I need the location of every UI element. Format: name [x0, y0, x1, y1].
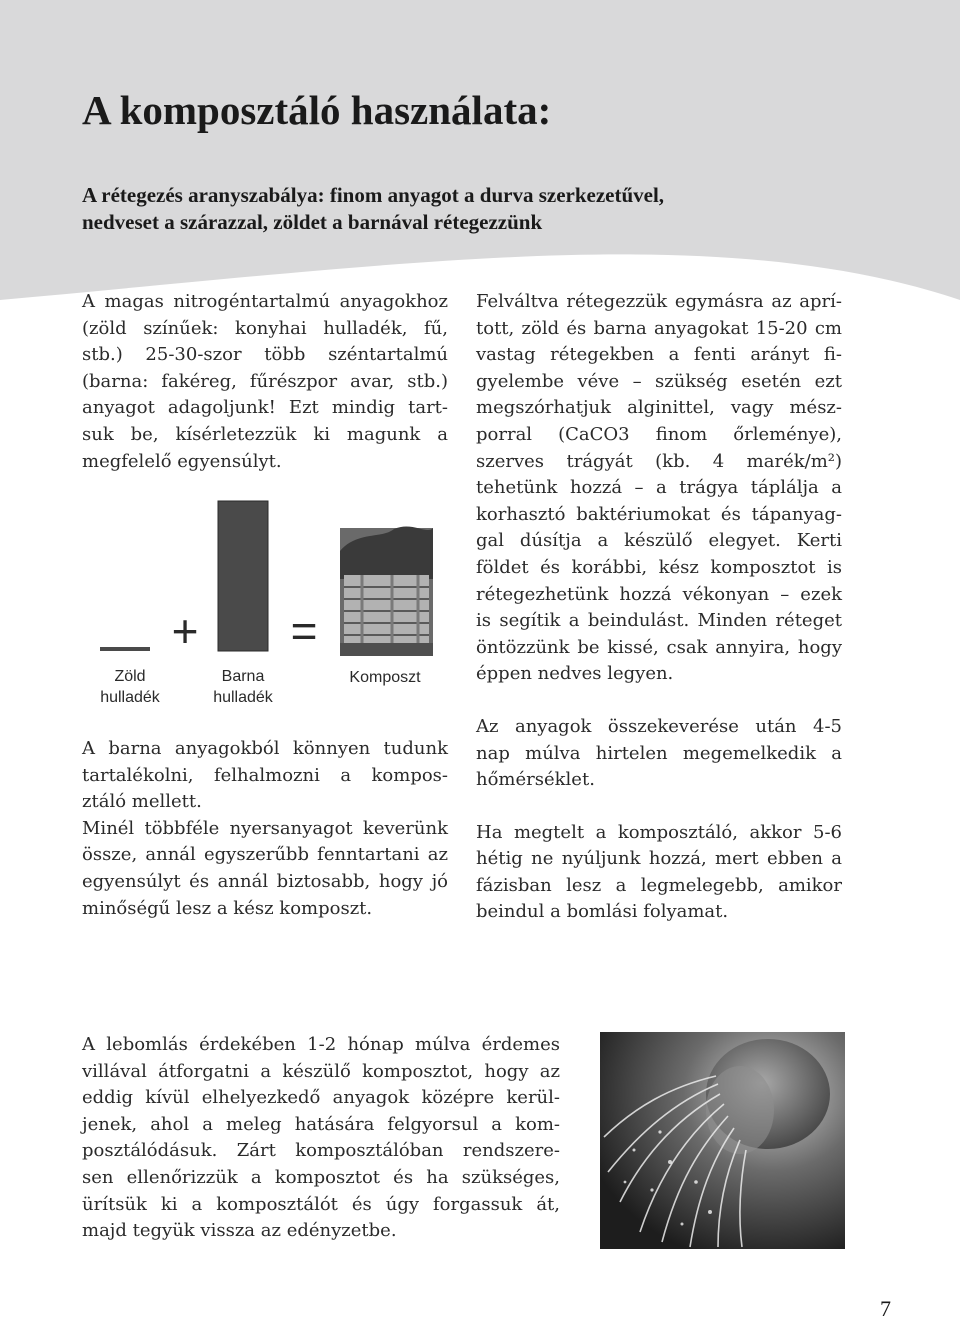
page-number: 7: [880, 1296, 891, 1321]
text-line: Felváltva rétegezzük egymásra az aprí-: [476, 291, 842, 312]
text-line: Az anyagok összekeverése után 4-5: [476, 715, 842, 737]
text-line: anyagot adagoljunk! Ezt mindig tart-: [82, 397, 448, 419]
equals-sign: =: [290, 605, 318, 657]
text-line: hétig ne nyúljunk hozzá, mert ebben a: [476, 848, 842, 870]
text-line: fázisban lesz a legmelegebb, amikor: [476, 874, 842, 896]
text-line: villával átforgatni a készülő komposztot, hogy az: [82, 1060, 560, 1082]
text-line: gyelembe véve – szükség esetén ezt: [476, 370, 842, 392]
text-line: tott, zöld és barna anyagokat 15-20 cm: [476, 317, 842, 339]
text-line: Minél többféle nyersanyagot keverünk: [82, 817, 448, 839]
text-line: majd tegyük vissza az edényzetbe.: [82, 1220, 397, 1242]
text-line: porral (CaCO3 finom őrleménye),: [476, 423, 842, 445]
plus-sign: +: [171, 605, 199, 657]
green-waste-label: Zöld hulladék: [100, 668, 160, 706]
text-line: vastag rétegekben a fenti arányt fi-: [476, 344, 842, 366]
text-line: tartalékolni, felhalmozni a kompos-: [82, 764, 448, 786]
bottom-paragraph: [82, 1032, 560, 1245]
text-line: A lebomlás érdekében 1-2 hónap múlva érdemes: [82, 1034, 560, 1055]
brown-waste-bar: [218, 501, 268, 651]
text-line: eddig kívül elhelyezkedő anyagok középre kerül-: [82, 1087, 560, 1109]
text-line: öntözzünk be kissé, csak annyira, hogy: [476, 636, 842, 658]
compost-bin-photo: [340, 526, 433, 656]
page-title: A komposztáló használata:: [82, 87, 552, 133]
text-line: beindul a bomlási folyamat.: [476, 901, 729, 923]
text-line: megszórhatjuk alginittel, vagy mész-: [476, 397, 842, 419]
left-column-top-paragraph: [82, 289, 448, 475]
green-waste-bar: [100, 647, 150, 651]
subtitle-line: A rétegezés aranyszabálya: finom anyagot a durva szerkezetűvel,: [82, 183, 665, 207]
text-line: éppen nedves legyen.: [476, 663, 674, 685]
text-line: gal dúsítja a készülő elegyet. Kerti: [476, 530, 842, 552]
watering-can-photo: [600, 1032, 845, 1249]
text-line: ztáló mellett.: [82, 791, 202, 813]
text-line: A barna anyagokból könnyen tudunk: [82, 738, 448, 759]
text-line: tehetünk hozzá – a trágya táplálja a: [476, 477, 842, 499]
text-line: jenek, ahol a meleg hatására felgyorsul a kom-: [82, 1113, 560, 1135]
compost-equation-figure: [82, 491, 448, 714]
left-column-bottom-paragraph: [82, 736, 448, 922]
brown-waste-label: Barna hulladék: [213, 668, 273, 706]
text-line: A magas nitrogéntartalmú anyagokhoz: [82, 291, 448, 312]
subtitle: [82, 182, 862, 236]
text-line: össze, annál egyszerűbb fenntartani az: [82, 844, 448, 866]
text-line: sen ellenőrizzük a komposztot és ha szükséges,: [82, 1166, 560, 1188]
text-line: egyensúlyt és annál biztosabb, hogy jó: [82, 870, 448, 892]
compost-label: Komposzt: [349, 669, 421, 686]
text-line: szerves trágyát (kb. 4 marék/m²): [476, 450, 842, 472]
text-line: stb.) 25-30-szor több széntartalmú: [82, 344, 448, 366]
text-line: nap múlva hirtelen megemelkedik a: [476, 742, 842, 764]
text-line: földet és korábbi, kész komposztot is: [476, 556, 842, 578]
text-line: Ha megtelt a komposztáló, akkor 5-6: [476, 821, 842, 843]
text-line: megfelelő egyensúlyt.: [82, 450, 282, 472]
text-line: suk be, kísérletezzük ki magunk a: [82, 423, 448, 445]
text-line: (barna: fakéreg, fűrészpor avar, stb.): [82, 370, 448, 392]
text-line: rétegezhetünk hozzá vékonyan – ezek: [476, 583, 842, 605]
subtitle-line: nedveset a szárazzal, zöldet a barnával rétegezzünk: [82, 210, 543, 234]
text-line: hőmérséklet.: [476, 769, 595, 791]
text-line: korhasztó baktériumokat és tápanyag-: [476, 503, 842, 525]
text-line: minőségű lesz a kész komposzt.: [82, 897, 373, 919]
text-line: posztálódásuk. Zárt komposztálóban rendszere-: [82, 1140, 560, 1162]
text-line: ürítsük ki a komposztálót és úgy forgassuk át,: [82, 1193, 560, 1215]
text-line: is segítik a beindulást. Minden réteget: [476, 610, 842, 632]
text-line: (zöld színűek: konyhai hulladék, fű,: [82, 317, 448, 339]
right-column: [476, 289, 842, 926]
